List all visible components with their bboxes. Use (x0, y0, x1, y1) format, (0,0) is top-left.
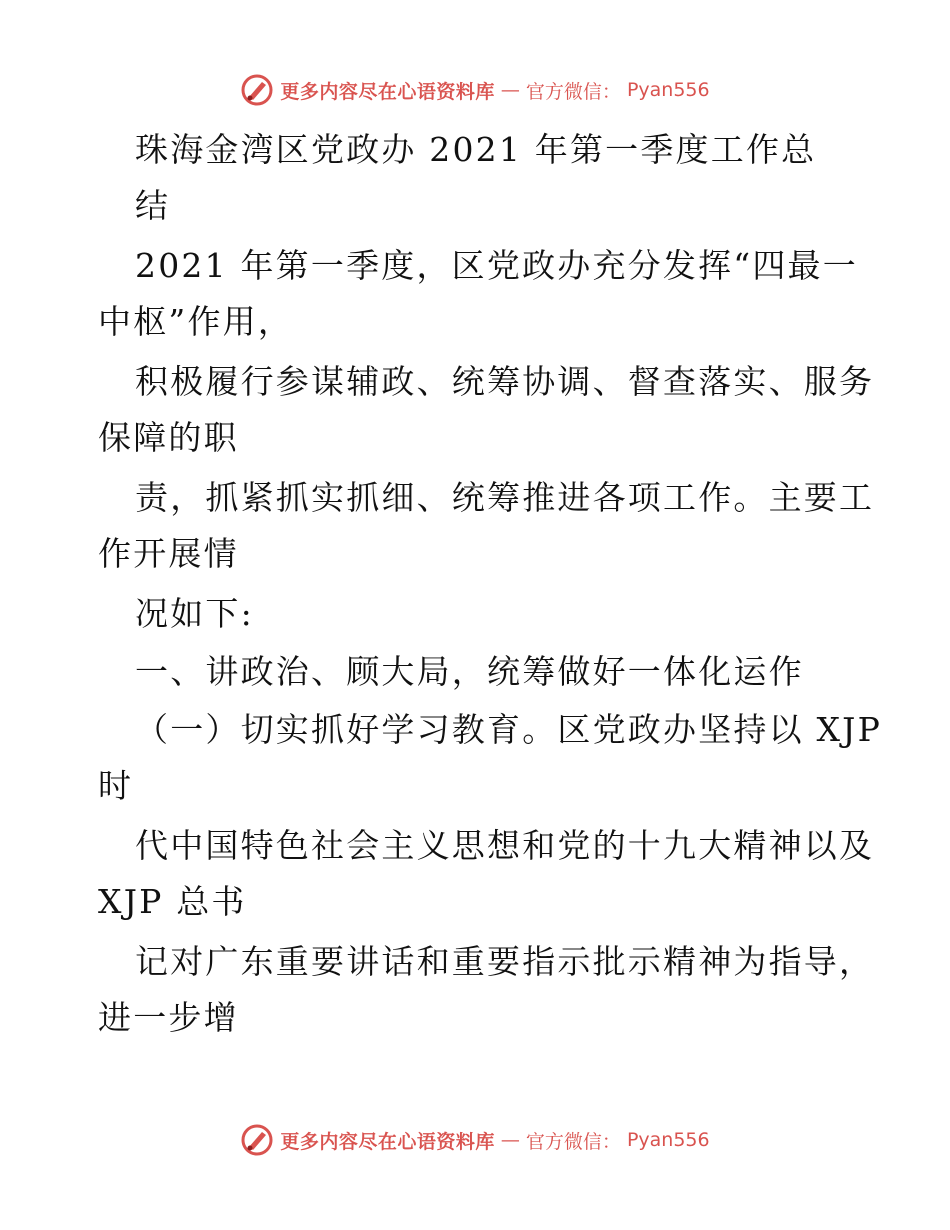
paragraph-line: 中枢”作用， (98, 302, 294, 341)
section-heading: 一、讲政治、顾大局，统筹做好一体化运作 (135, 652, 804, 691)
watermark-contact-id: Pyan556 (626, 79, 710, 101)
paragraph-line: 代中国特色社会主义思想和党的十九大精神以及 (135, 826, 875, 865)
paragraph-line: 积极履行参谋辅政、统筹协调、督查落实、服务 (135, 362, 875, 401)
paragraph-line: 作开展情 (98, 534, 239, 573)
paragraph-line: 时 (98, 766, 134, 805)
watermark-contact-label: 官方微信： (525, 80, 621, 103)
paragraph-line: 况如下: (135, 594, 254, 633)
watermark-contact-label: 官方微信： (525, 1130, 621, 1153)
watermark-brand: 更多内容尽在心语资料库 (280, 80, 495, 103)
paragraph-line: 2021 年第一季度，区党政办充分发挥“四最一 (135, 246, 858, 285)
watermark-contact-id: Pyan556 (626, 1129, 710, 1151)
brush-logo-icon (240, 1123, 274, 1157)
paragraph-line: XJP 总书 (98, 882, 247, 921)
footer-watermark (0, 1120, 950, 1160)
paragraph-line: 进一步增 (98, 998, 239, 1037)
watermark-separator: — (500, 1129, 520, 1151)
watermark-brand: 更多内容尽在心语资料库 (280, 1130, 495, 1153)
document-title-line: 结 (135, 186, 171, 225)
brush-logo-icon (240, 73, 274, 107)
header-watermark (0, 70, 950, 110)
paragraph-line: 记对广东重要讲话和重要指示批示精神为指导， (135, 942, 875, 981)
document-title-line: 珠海金湾区党政办 2021 年第一季度工作总 (135, 130, 817, 169)
paragraph-line: 保障的职 (98, 418, 239, 457)
paragraph-line: 责，抓紧抓实抓细、统筹推进各项工作。主要工 (135, 478, 875, 517)
paragraph-line: （一）切实抓好学习教育。区党政办坚持以 XJP (135, 710, 883, 749)
watermark-separator: — (500, 79, 520, 101)
